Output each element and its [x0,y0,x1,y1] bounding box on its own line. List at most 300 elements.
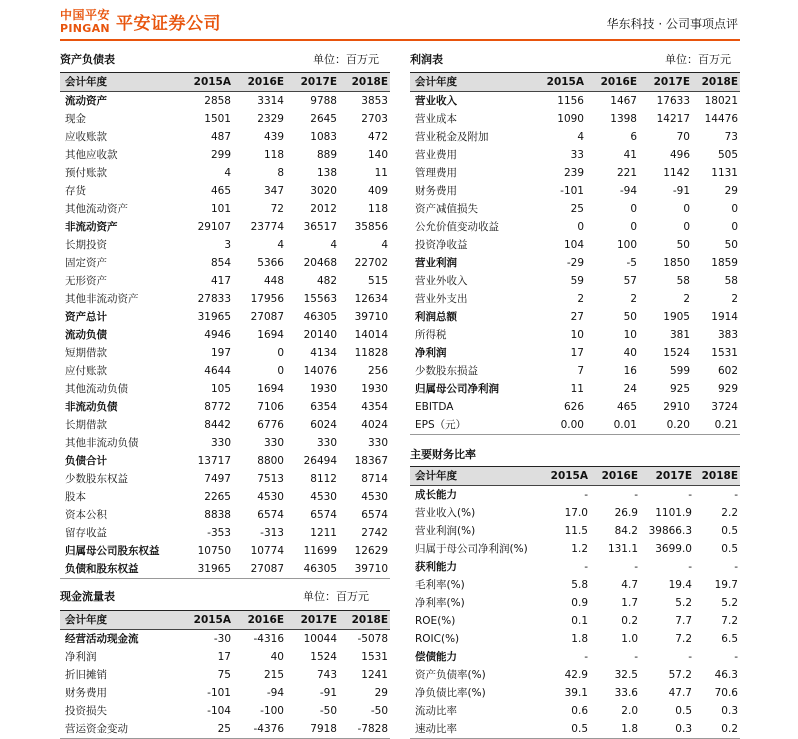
cell-value: -100 [260,705,284,717]
table-row [410,398,740,416]
cell-value: 1850 [663,257,690,269]
cell-value: 18367 [354,455,388,467]
table-row [410,504,740,522]
column-header-year: 2016E [233,611,286,630]
table-row [60,308,390,326]
table-row [410,486,740,505]
table-row [410,254,740,272]
cell-value: 118 [367,203,388,215]
cell-value: 0.00 [528,416,586,435]
cell-value: 10 [623,329,637,341]
cell-value: 17956 [250,293,284,305]
table-row [60,648,390,666]
cell-value: 0.21 [692,416,740,435]
cell-value: 1694 [257,329,284,341]
cell-value: 31965 [197,311,231,323]
cell-value: 4354 [361,401,388,413]
cell-value: 22702 [354,257,388,269]
row-label: 营业收入(%) [415,507,476,519]
table-row [60,416,390,434]
cell-value: 72 [270,203,284,215]
column-header-year: 2016E [590,467,640,486]
row-label: 非流动负债 [65,401,118,413]
cell-value: 1930 [361,383,388,395]
cell-value: - [734,651,738,663]
cell-value: 75 [217,669,231,681]
cell-value: 2012 [310,203,337,215]
row-label: 投资损失 [65,705,107,717]
table-row [410,236,740,254]
cell-value: 1930 [310,383,337,395]
row-label: 流动负债 [65,329,107,341]
cell-value: 1241 [361,669,388,681]
logo-chinese: 中国平安 [60,8,111,22]
cell-value: 0.5 [536,720,590,739]
cell-value: -50 [370,705,388,717]
row-label: 公允价值变动收益 [415,221,499,233]
table-row [60,488,390,506]
row-label: 应付账款 [65,365,107,377]
cell-value: 1083 [310,131,337,143]
cell-value: 84.2 [614,525,638,537]
header-divider [60,39,740,41]
cell-value: 0 [277,365,284,377]
cell-value: -91 [672,185,690,197]
cell-value: 27 [570,311,584,323]
balance-sheet-title: 资产负债表 [60,53,115,66]
cell-value: 3 [224,239,231,251]
cell-value: 2 [683,293,690,305]
cell-value: 14014 [354,329,388,341]
cell-value: 73 [724,131,738,143]
cell-value: 330 [263,437,284,449]
cell-value: 465 [616,401,637,413]
cell-value: -4376 [233,720,286,739]
row-label: 营业收入 [415,95,457,107]
cell-value: 0.01 [586,416,639,435]
cell-value: 330 [210,437,231,449]
cell-value: 1531 [361,651,388,663]
table-row [410,666,740,684]
cell-value: 0.2 [694,720,740,739]
cash-flow-table [60,610,390,739]
column-header-year: 2018E [694,467,740,486]
cell-value: 743 [316,669,337,681]
row-label: ROE(%) [415,615,456,627]
cell-value: -5078 [357,633,388,645]
table-row [410,182,740,200]
cell-value: 70 [676,131,690,143]
cell-value: 4530 [257,491,284,503]
cell-value: 15563 [303,293,337,305]
table-row [410,362,740,380]
row-label: 经营活动现金流 [65,633,139,645]
cell-value: - [584,561,588,573]
cell-value: 8112 [310,473,337,485]
cell-value: 929 [717,383,738,395]
cell-value: 7513 [257,473,284,485]
cell-value: 1142 [663,167,690,179]
cell-value: 12634 [354,293,388,305]
table-row [60,666,390,684]
cell-value: -30 [213,633,231,645]
row-label: 应收账款 [65,131,107,143]
cash-flow-unit: 单位：百万元 [303,590,369,603]
cell-value: 5.2 [721,597,738,609]
cell-value: 39866.3 [648,525,692,537]
cell-value: 239 [563,167,584,179]
column-header-year: 2018E [692,73,740,92]
cell-value: 2858 [204,95,231,107]
column-header-year: 2015A [175,73,233,92]
cell-value: 2 [731,293,738,305]
cell-value: 26.9 [614,507,638,519]
cell-value: 40 [270,651,284,663]
ratios-table [410,466,740,739]
cell-value: 2 [577,293,584,305]
cell-value: 4 [277,239,284,251]
cell-value: 31965 [175,560,233,579]
cell-value: 13717 [197,455,231,467]
row-label: 营业外支出 [415,293,468,305]
cell-value: 1.8 [571,633,588,645]
row-label: 其他流动资产 [65,203,128,215]
table-row [60,470,390,488]
column-header-year: 2017E [640,467,694,486]
cell-value: 256 [367,365,388,377]
table-row [410,576,740,594]
row-label: ROIC(%) [415,633,460,645]
table-row [60,182,390,200]
cell-value: 6354 [310,401,337,413]
cell-value: 33 [570,149,584,161]
row-label: 其他非流动负债 [65,437,139,449]
table-row [410,290,740,308]
cell-value: 1524 [663,347,690,359]
cell-value: -91 [319,687,337,699]
cell-value: 0.5 [675,705,692,717]
cell-value: 2742 [361,527,388,539]
table-row [410,164,740,182]
cell-value: 439 [263,131,284,143]
cell-value: 26494 [303,455,337,467]
cell-value: 20468 [303,257,337,269]
cell-value: 18021 [704,95,738,107]
cell-value: 465 [210,185,231,197]
row-label: 长期投资 [65,239,107,251]
report-header [0,0,798,40]
cell-value: 330 [316,437,337,449]
cell-value: -101 [560,185,584,197]
cell-value: 57 [623,275,637,287]
cell-value: 58 [676,275,690,287]
cell-value: 0.20 [639,416,692,435]
row-label: 净负债比率(%) [415,687,486,699]
income-statement-unit: 单位：百万元 [665,53,731,66]
table-row [60,362,390,380]
cell-value: 3724 [711,401,738,413]
company-name: 平安证券公司 [116,14,221,34]
cell-value: 1101.9 [655,507,692,519]
cell-value: -94 [619,185,637,197]
cell-value: 14076 [303,365,337,377]
cell-value: 11828 [354,347,388,359]
cell-value: 1.7 [621,597,638,609]
table-header-row [60,611,390,630]
row-label: 归属于母公司净利润(%) [415,543,528,555]
cell-value: - [734,561,738,573]
table-row [60,92,390,111]
row-label: 负债合计 [65,455,107,467]
cell-value: 889 [316,149,337,161]
row-label: 其他应收款 [65,149,118,161]
cell-value: 131.1 [607,543,638,555]
row-label: 营业利润(%) [415,525,476,537]
row-label: 长期借款 [65,419,107,431]
cell-value: 40 [623,347,637,359]
table-row [60,702,390,720]
table-row [410,200,740,218]
cell-value: 6776 [257,419,284,431]
cell-value: 59 [570,275,584,287]
column-header-year: 2017E [286,611,339,630]
cell-value: 17 [217,651,231,663]
cell-value: 25 [570,203,584,215]
table-row [410,702,740,720]
column-header-year: 2018E [339,611,390,630]
row-label: 营业费用 [415,149,457,161]
row-label: 所得税 [415,329,447,341]
table-row [410,146,740,164]
cell-value: 101 [210,203,231,215]
table-row [60,218,390,236]
cell-value: 39.1 [564,687,588,699]
cell-value: 0.9 [571,597,588,609]
column-header-year: 2017E [639,73,692,92]
cell-value: 2645 [310,113,337,125]
row-label: 现金 [65,113,86,125]
cell-value: 7.7 [675,615,692,627]
table-row [60,110,390,128]
row-label: 毛利率(%) [415,579,465,591]
cell-value: 50 [724,239,738,251]
row-label: 财务费用 [65,687,107,699]
ratios-title: 主要财务比率 [410,448,476,461]
row-label: 利润总额 [415,311,457,323]
row-label: 无形资产 [65,275,107,287]
row-label: 营运资金变动 [60,720,175,739]
cell-value: 10044 [303,633,337,645]
cell-value: 4 [224,167,231,179]
row-label: 留存收益 [65,527,107,539]
table-row [410,612,740,630]
cell-value: 3853 [361,95,388,107]
cell-value: 6.5 [721,633,738,645]
table-row [60,630,390,649]
column-header-label: 会计年度 [410,467,536,486]
cell-value: 6574 [257,509,284,521]
cell-value: 36517 [303,221,337,233]
cell-value: - [734,489,738,501]
cell-value: 0.2 [621,615,638,627]
cell-value: 3699.0 [655,543,692,555]
table-row [410,308,740,326]
table-row [60,254,390,272]
row-label: 营业利润 [415,257,457,269]
cell-value: 1.0 [621,633,638,645]
cell-value: 482 [316,275,337,287]
cell-value: -101 [207,687,231,699]
cell-value: 41 [623,149,637,161]
row-label: 短期借款 [65,347,107,359]
row-label: 归属母公司股东权益 [65,545,160,557]
cell-value: 11 [570,383,584,395]
cell-value: 0 [577,221,584,233]
row-label: 营业成本 [415,113,457,125]
cell-value: 0 [731,221,738,233]
cell-value: 24 [623,383,637,395]
cell-value: 2329 [257,113,284,125]
cell-value: 5.8 [571,579,588,591]
cell-value: 104 [563,239,584,251]
row-label: 折旧摊销 [65,669,107,681]
table-row [410,326,740,344]
cell-value: 7497 [204,473,231,485]
cell-value: 2265 [204,491,231,503]
cell-value: 0 [277,347,284,359]
row-label: 流动资产 [65,95,107,107]
cell-value: 27833 [197,293,231,305]
cell-value: 10750 [197,545,231,557]
row-label: 资产负债率(%) [415,669,486,681]
cell-value: 602 [717,365,738,377]
table-row [60,542,390,560]
balance-sheet-table [60,72,390,579]
cell-value: 1467 [610,95,637,107]
row-label: 非流动资产 [65,221,118,233]
cell-value: 11.5 [564,525,588,537]
cell-value: 7918 [286,720,339,739]
cell-value: 448 [263,275,284,287]
table-header-row [410,467,740,486]
cell-value: 626 [563,401,584,413]
row-label: 固定资产 [65,257,107,269]
table-row [410,128,740,146]
row-label: 投资净收益 [415,239,468,251]
cell-value: 417 [210,275,231,287]
column-header-label: 会计年度 [410,73,528,92]
row-label: 净利润 [65,651,97,663]
cell-value: 7106 [257,401,284,413]
cell-value: 4.7 [621,579,638,591]
cell-value: 29107 [197,221,231,233]
cell-value: -104 [207,705,231,717]
cash-flow-title: 现金流量表 [60,590,115,603]
cell-value: 1398 [610,113,637,125]
row-label: 股本 [65,491,86,503]
cell-value: 4530 [361,491,388,503]
cell-value: 57.2 [668,669,692,681]
cell-value: -50 [319,705,337,717]
table-row [410,648,740,666]
row-label: 存货 [65,185,86,197]
cell-value: 515 [367,275,388,287]
table-row [410,92,740,111]
table-row [60,380,390,398]
cell-value: 472 [367,131,388,143]
cell-value: 39710 [339,560,390,579]
cell-value: 17.0 [564,507,588,519]
cell-value: 50 [623,311,637,323]
table-row [410,218,740,236]
cell-value: 383 [717,329,738,341]
cell-value: 6024 [310,419,337,431]
cell-value: 46305 [303,311,337,323]
table-row [60,272,390,290]
cell-value: 25 [175,720,233,739]
cell-value: 46.3 [714,669,738,681]
cell-value: 5366 [257,257,284,269]
cell-value: -4316 [253,633,284,645]
cell-value: 487 [210,131,231,143]
cell-value: 2910 [663,401,690,413]
column-header-year: 2016E [586,73,639,92]
cell-value: 925 [669,383,690,395]
cell-value: 0 [630,203,637,215]
cell-value: 1131 [711,167,738,179]
cell-value: 1211 [310,527,337,539]
table-row [410,720,740,739]
cell-value: 0 [683,221,690,233]
row-label: 资产总计 [65,311,107,323]
row-label: 成长能力 [415,489,457,501]
cell-value: 20140 [303,329,337,341]
cell-value: 8772 [204,401,231,413]
table-row [410,344,740,362]
cell-value: 32.5 [614,669,638,681]
cell-value: 29 [724,185,738,197]
table-row [60,398,390,416]
cell-value: 8838 [204,509,231,521]
cell-value: 10774 [250,545,284,557]
row-label: 净利率(%) [415,597,465,609]
row-label: 资产减值损失 [415,203,478,215]
table-row [60,506,390,524]
cell-value: -7828 [339,720,390,739]
cell-value: 6574 [310,509,337,521]
cell-value: 1859 [711,257,738,269]
cell-value: 4 [330,239,337,251]
cell-value: 4024 [361,419,388,431]
cell-value: 8714 [361,473,388,485]
row-label: 营业税金及附加 [415,131,489,143]
cell-value: 39710 [354,311,388,323]
cell-value: 0.6 [571,705,588,717]
cell-value: 381 [669,329,690,341]
column-header-year: 2015A [536,467,590,486]
row-label: 净利润 [415,347,447,359]
column-header-year: 2016E [233,73,286,92]
table-row [410,558,740,576]
cell-value: 35856 [354,221,388,233]
cell-value: 138 [316,167,337,179]
cell-value: 7 [577,365,584,377]
table-row [410,380,740,398]
row-label: 归属母公司净利润 [415,383,499,395]
income-statement-table [410,72,740,435]
cell-value: 409 [367,185,388,197]
row-label: 其他非流动资产 [65,293,139,305]
